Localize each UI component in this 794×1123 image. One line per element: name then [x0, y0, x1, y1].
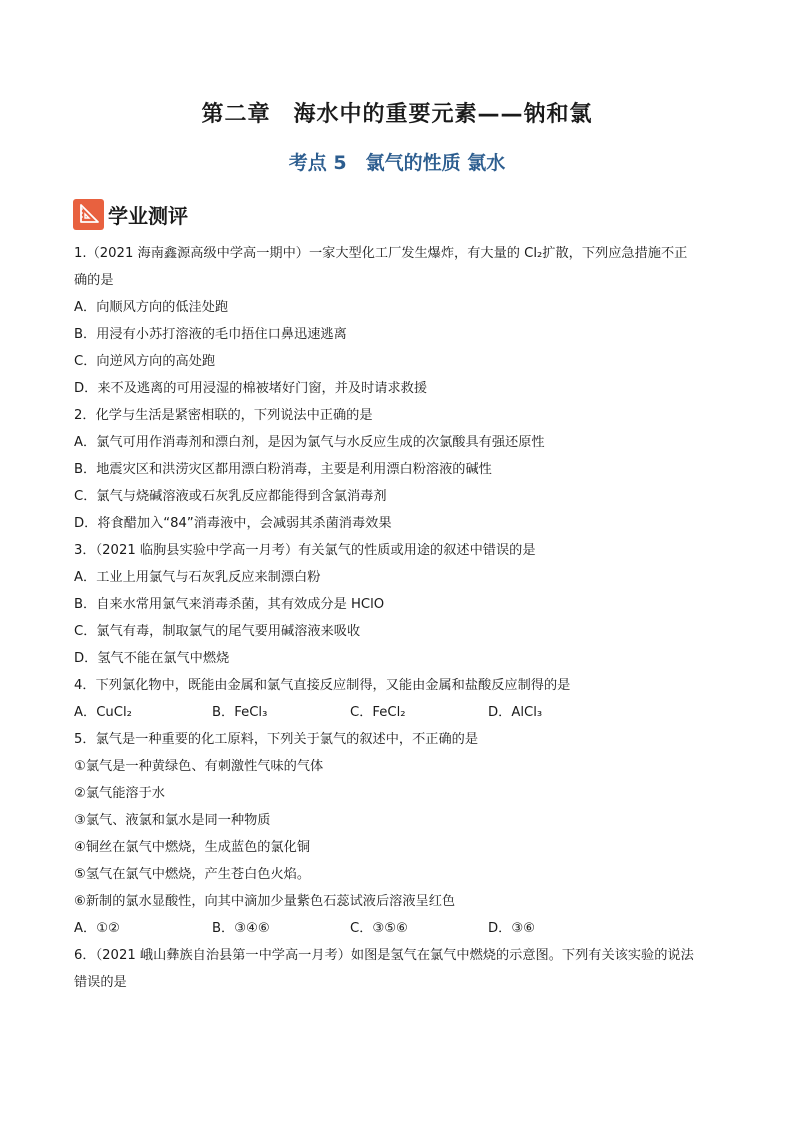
q5-option-a: A．①② [74, 921, 120, 936]
q3-option-b: B．自来水常用氯气来消毒杀菌，其有效成分是 HClO [74, 597, 385, 612]
q2-option-a: A．氯气可用作消毒剂和漂白剂，是因为氯气与水反应生成的次氯酸具有强还原性 [74, 435, 545, 450]
q1-option-a: A．向顺风方向的低洼处跑 [74, 300, 229, 315]
q4-option-b: B．FeCl₃ [212, 705, 268, 720]
q6-stem-line1: 6．（2021 峨山彝族自治县第一中学高一月考）如图是氢气在氯气中燃烧的示意图。下列有关该实验的说法 [74, 948, 694, 963]
q2-option-d: D．将食醋加入“84”消毒液中，会减弱其杀菌消毒效果 [74, 516, 392, 531]
q4-option-d: D．AlCl₃ [488, 705, 543, 720]
question-list [74, 240, 724, 996]
q3-option-a: A．工业上用氯气与石灰乳反应来制漂白粉 [74, 570, 321, 585]
q1-stem-line2: 确的是 [74, 273, 114, 288]
q5-item-3: ③氯气、液氯和氯水是同一种物质 [74, 813, 271, 828]
q6-stem-line2: 错误的是 [74, 975, 127, 990]
q5-item-5: ⑤氢气在氯气中燃烧，产生苍白色火焰。 [74, 867, 311, 882]
q2-option-b: B．地震灾区和洪涝灾区都用漂白粉消毒，主要是利用漂白粉溶液的碱性 [74, 462, 492, 477]
q4-stem: 4．下列氯化物中，既能由金属和氯气直接反应制得，又能由金属和盐酸反应制得的是 [74, 678, 571, 693]
q4-option-a: A．CuCl₂ [74, 705, 132, 720]
chapter-title: 第二章 海水中的重要元素——钠和氯 [201, 102, 593, 127]
q5-option-d: D．③⑥ [488, 921, 535, 936]
q1-option-b: B．用浸有小苏打溶液的毛巾捂住口鼻迅速逃离 [74, 327, 347, 342]
q5-options [74, 915, 724, 942]
q5-item-1: ①氯气是一种黄绿色、有刺激性气味的气体 [74, 759, 324, 774]
q5-option-b: B．③④⑥ [212, 921, 270, 936]
q1-stem-line1: 1.（2021 海南鑫源高级中学高一期中）一家大型化工厂发生爆炸，有大量的 Cl₂扩散，下列应急措施不正 [74, 246, 688, 261]
section-header [73, 197, 188, 231]
q3-stem: 3．（2021 临朐县实验中学高一月考）有关氯气的性质或用途的叙述中错误的是 [74, 543, 536, 558]
triangle-ruler-icon [73, 199, 104, 230]
q4-options [74, 699, 724, 726]
topic-title: 考点 5 氯气的性质 氯水 [288, 152, 506, 174]
q2-option-c: C．氯气与烧碱溶液或石灰乳反应都能得到含氯消毒剂 [74, 489, 387, 504]
q5-item-6: ⑥新制的氯水显酸性，向其中滴加少量紫色石蕊试液后溶液呈红色 [74, 894, 456, 909]
q5-stem: 5．氯气是一种重要的化工原料，下列关于氯气的叙述中，不正确的是 [74, 732, 479, 747]
q3-option-d: D．氢气不能在氯气中燃烧 [74, 651, 230, 666]
q4-option-c: C．FeCl₂ [350, 705, 406, 720]
q5-option-c: C．③⑤⑥ [350, 921, 408, 936]
q3-option-c: C．氯气有毒，制取氯气的尾气要用碱溶液来吸收 [74, 624, 361, 639]
q5-item-2: ②氯气能溶于水 [74, 786, 165, 801]
q1-option-c: C．向逆风方向的高处跑 [74, 354, 216, 369]
q2-stem: 2．化学与生活是紧密相联的，下列说法中正确的是 [74, 408, 373, 423]
section-label: 学业测评 [108, 203, 188, 228]
q5-item-4: ④铜丝在氯气中燃烧，生成蓝色的氯化铜 [74, 840, 311, 855]
q1-option-d: D．来不及逃离的可用浸湿的棉被堵好门窗，并及时请求救援 [74, 381, 428, 396]
